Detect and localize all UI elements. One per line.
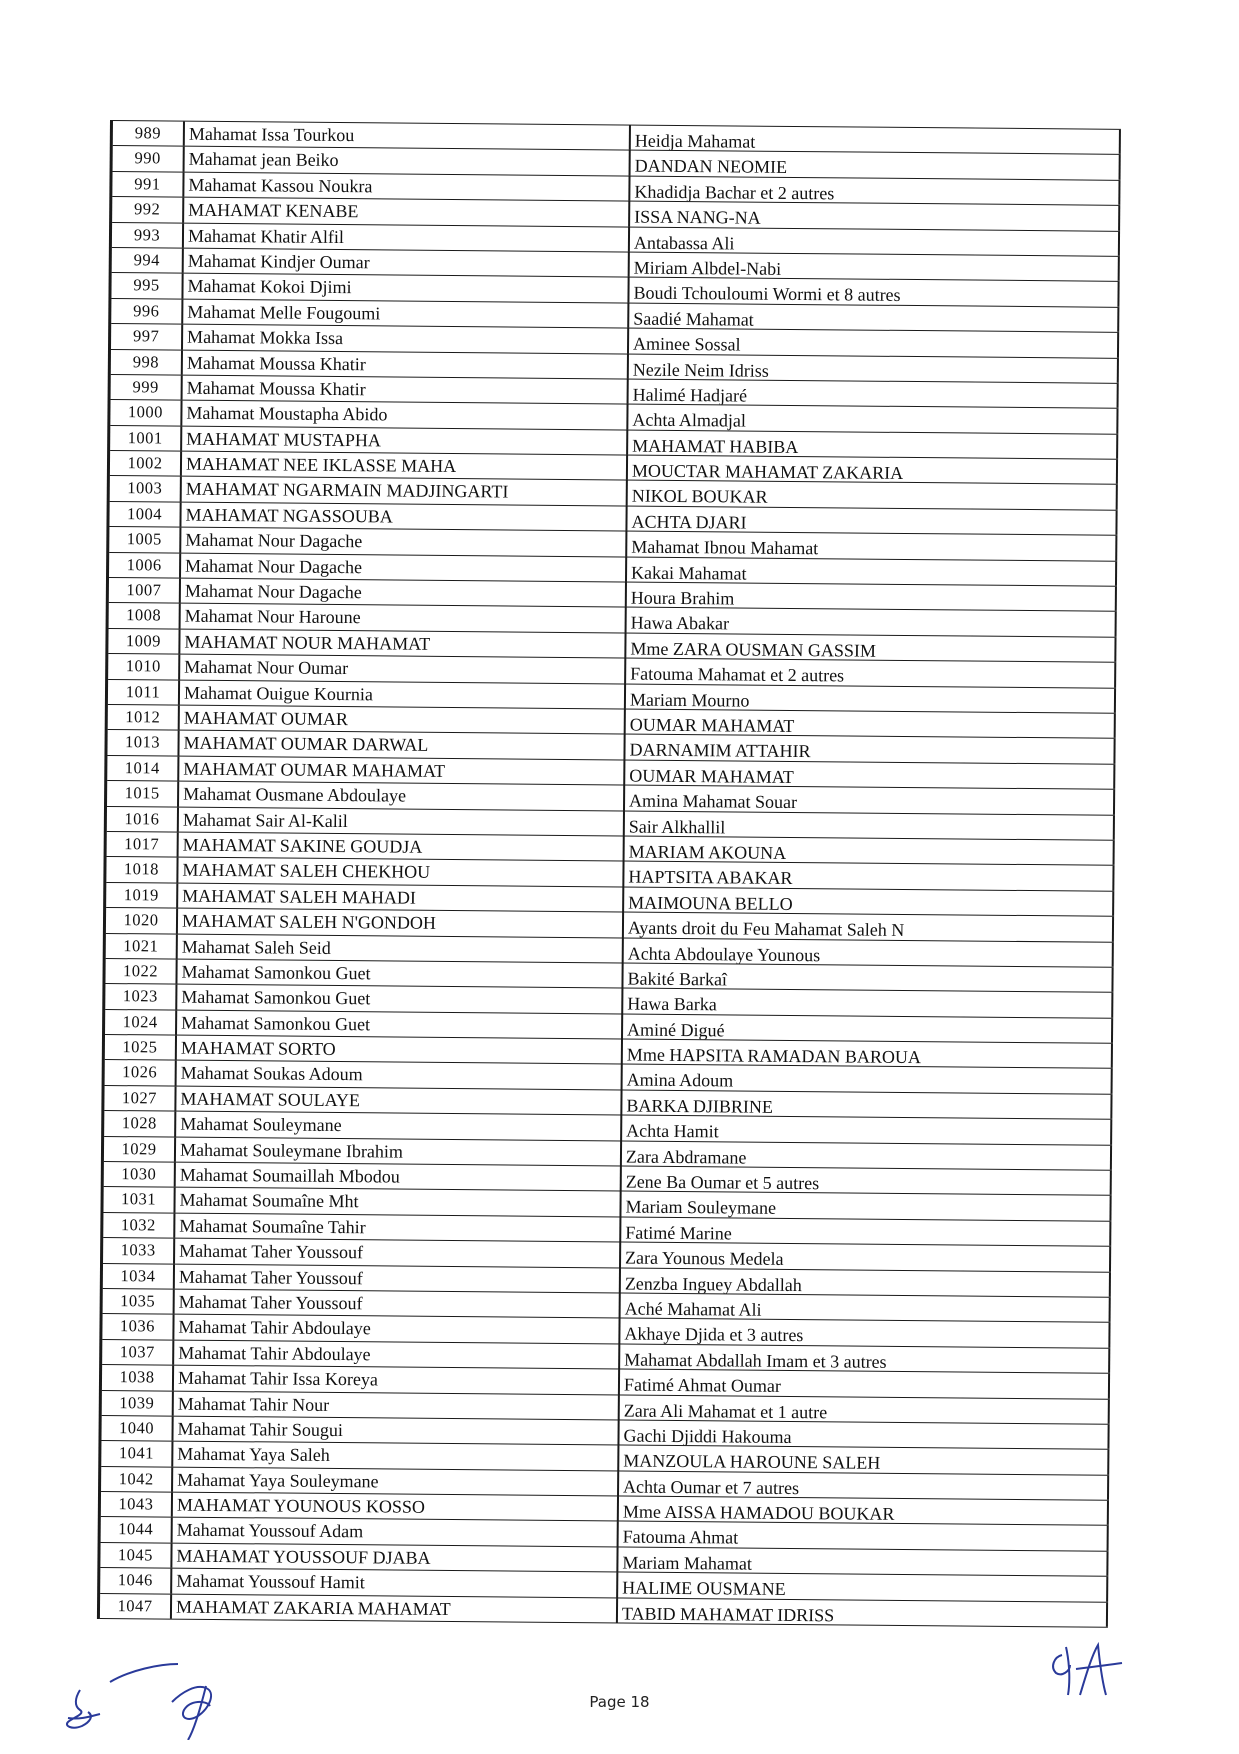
deceased-name: Mahamat Tahir Sougui [173, 1417, 619, 1445]
row-number: 1020 [106, 908, 178, 933]
beneficiary-name: NIKOL BOUKAR [628, 481, 1118, 510]
deceased-name: MAHAMAT NOUR MAHAMAT [180, 629, 626, 657]
initials-right [1040, 1635, 1150, 1705]
row-number: 1012 [108, 705, 180, 730]
row-number: 1047 [100, 1594, 172, 1619]
beneficiary-name: Ayants droit du Feu Mahamat Saleh N [624, 913, 1114, 942]
deceased-name: Mahamat Kokoi Djimi [183, 274, 629, 302]
row-number: 1011 [108, 680, 180, 705]
row-number: 996 [111, 299, 183, 324]
row-number: 1026 [105, 1060, 177, 1085]
row-number: 1005 [109, 527, 181, 552]
deceased-name: MAHAMAT OUMAR DARWAL [179, 731, 625, 759]
signature-left [60, 1630, 280, 1740]
beneficiary-name: BARKA DJIBRINE [622, 1090, 1112, 1119]
beneficiary-name: Zara Ali Mahamat et 1 autre [620, 1395, 1110, 1424]
row-number: 1046 [100, 1568, 172, 1593]
beneficiary-name: Zenzba Inguey Abdallah [621, 1268, 1111, 1297]
deceased-name: Mahamat Nour Dagache [181, 553, 627, 581]
beneficiary-name: ISSA NANG-NA [630, 202, 1120, 231]
row-number: 1034 [103, 1264, 175, 1289]
beneficiary-name: Heidja Mahamat [631, 126, 1121, 155]
deceased-name: Mahamat Tahir Abdoulaye [174, 1315, 620, 1343]
deceased-name: MAHAMAT YOUSSOUF DJABA [172, 1543, 618, 1571]
beneficiary-name: Aminé Digué [623, 1014, 1113, 1043]
row-number: 1016 [107, 807, 179, 832]
beneficiary-name: Amina Mahamat Souar [625, 786, 1115, 815]
beneficiary-name: Kakai Mahamat [627, 557, 1117, 586]
deceased-name: Mahamat Ouigue Kournia [180, 680, 626, 708]
row-number: 1004 [109, 502, 181, 527]
beneficiary-name: TABID MAHAMAT IDRISS [618, 1598, 1108, 1627]
row-number: 1010 [108, 654, 180, 679]
beneficiary-name: Boudi Tchouloumi Wormi et 8 autres [629, 278, 1119, 307]
deceased-name: MAHAMAT SALEH CHEKHOU [178, 858, 624, 886]
beneficiary-name: MARIAM AKOUNA [625, 836, 1115, 865]
beneficiary-name: Mariam Souleymane [621, 1192, 1111, 1221]
deceased-name: Mahamat Souleymane [176, 1112, 622, 1140]
row-number: 1019 [106, 883, 178, 908]
beneficiary-name: Houra Brahim [627, 583, 1117, 612]
beneficiary-name: Nezile Neim Idriss [629, 354, 1119, 383]
deceased-name: MAHAMAT MUSTAPHA [182, 426, 628, 454]
beneficiary-name: Fatimé Marine [621, 1217, 1111, 1246]
row-number: 994 [112, 248, 184, 273]
deceased-name: Mahamat Mokka Issa [183, 325, 629, 353]
row-number: 1017 [107, 832, 179, 857]
row-number: 1040 [101, 1416, 173, 1441]
deceased-name: Mahamat Samonkou Guet [177, 1010, 623, 1038]
deceased-name: MAHAMAT SALEH N'GONDOH [178, 909, 624, 937]
deceased-name: Mahamat Moustapha Abido [182, 401, 628, 429]
deceased-name: Mahamat Yaya Souleymane [173, 1467, 619, 1495]
beneficiary-name: Gachi Djiddi Hakouma [619, 1420, 1109, 1449]
row-number: 1038 [102, 1365, 174, 1390]
row-number: 1009 [108, 629, 180, 654]
row-number: 1037 [102, 1340, 174, 1365]
row-number: 1044 [101, 1517, 173, 1542]
deceased-name: Mahamat Moussa Khatir [183, 350, 629, 378]
deceased-name: Mahamat Tahir Abdoulaye [174, 1340, 620, 1368]
deceased-name: MAHAMAT SAKINE GOUDJA [179, 833, 625, 861]
beneficiary-name: Hawa Abakar [627, 608, 1117, 637]
beneficiary-name: Mme HAPSITA RAMADAN BAROUA [623, 1040, 1113, 1069]
row-number: 1045 [100, 1543, 172, 1568]
deceased-name: Mahamat Nour Haroune [181, 604, 627, 632]
row-number: 995 [111, 273, 183, 298]
deceased-name: Mahamat Tahir Issa Koreya [174, 1366, 620, 1394]
row-number: 1014 [107, 756, 179, 781]
row-number: 1008 [109, 603, 181, 628]
page-number: Page 18 [589, 1693, 650, 1711]
beneficiary-name: Akhaye Djida et 3 autres [620, 1319, 1110, 1348]
deceased-name: MAHAMAT NEE IKLASSE MAHA [182, 452, 628, 480]
deceased-name: Mahamat Melle Fougoumi [183, 299, 629, 327]
beneficiary-name: MAIMOUNA BELLO [624, 887, 1114, 916]
beneficiary-name: Halimé Hadjaré [629, 379, 1119, 408]
beneficiary-name: HAPTSITA ABAKAR [624, 862, 1114, 891]
deceased-name: MAHAMAT SOULAYE [176, 1086, 622, 1114]
deceased-name: MAHAMAT OUMAR MAHAMAT [179, 756, 625, 784]
beneficiary-name: Hawa Barka [623, 989, 1113, 1018]
row-number: 993 [112, 223, 184, 248]
deceased-name: Mahamat Soukas Adoum [177, 1061, 623, 1089]
deceased-name: Mahamat Kindjer Oumar [184, 249, 630, 277]
deceased-name: Mahamat Taher Youssouf [175, 1290, 621, 1318]
beneficiary-name: Saadié Mahamat [629, 303, 1119, 332]
beneficiary-name: MAHAMAT HABIBA [628, 430, 1118, 459]
row-number: 1024 [105, 1010, 177, 1035]
beneficiary-name: MOUCTAR MAHAMAT ZAKARIA [628, 456, 1118, 485]
row-number: 1018 [106, 857, 178, 882]
beneficiary-name: Mariam Mahamat [618, 1547, 1108, 1576]
deceased-name: Mahamat Kassou Noukra [184, 172, 630, 200]
beneficiary-name: Khadidja Bachar et 2 autres [630, 176, 1120, 205]
beneficiary-name: Achta Hamit [622, 1116, 1112, 1145]
row-number: 992 [112, 197, 184, 222]
beneficiary-name: Mme AISSA HAMADOU BOUKAR [619, 1497, 1109, 1526]
row-number: 1036 [102, 1314, 174, 1339]
beneficiary-name: Fatouma Ahmat [619, 1522, 1109, 1551]
beneficiary-name: Mahamat Abdallah Imam et 3 autres [620, 1344, 1110, 1373]
row-number: 998 [111, 350, 183, 375]
beneficiary-name: Achta Almadjal [628, 405, 1118, 434]
row-number: 991 [112, 172, 184, 197]
beneficiary-name: Miriam Albdel-Nabi [630, 252, 1120, 281]
beneficiary-name: DANDAN NEOMIE [631, 151, 1121, 180]
row-number: 1027 [104, 1086, 176, 1111]
row-number: 1033 [103, 1238, 175, 1263]
row-number: 989 [113, 121, 185, 146]
deceased-name: Mahamat Samonkou Guet [177, 960, 623, 988]
deceased-name: MAHAMAT OUMAR [180, 706, 626, 734]
beneficiary-name: Zara Abdramane [622, 1141, 1112, 1170]
deceased-name: Mahamat Nour Dagache [181, 579, 627, 607]
deceased-name: MAHAMAT ZAKARIA MAHAMAT [172, 1594, 618, 1622]
deceased-name: Mahamat Sair Al-Kalil [179, 807, 625, 835]
beneficiary-name: Fatouma Mahamat et 2 autres [626, 659, 1116, 688]
row-number: 1030 [104, 1162, 176, 1187]
beneficiary-name: Aminee Sossal [629, 329, 1119, 358]
beneficiary-name: ACHTA DJARI [627, 506, 1117, 535]
beneficiary-name: OUMAR MAHAMAT [625, 760, 1115, 789]
beneficiary-name: Mme ZARA OUSMAN GASSIM [626, 633, 1116, 662]
beneficiary-name: Fatimé Ahmat Oumar [620, 1370, 1110, 1399]
row-number: 1042 [101, 1467, 173, 1492]
deceased-name: Mahamat Soumaîne Tahir [175, 1213, 621, 1241]
beneficiary-name: Zara Younous Medela [621, 1243, 1111, 1272]
deceased-name: Mahamat Nour Oumar [180, 655, 626, 683]
row-number: 1039 [102, 1391, 174, 1416]
beneficiary-name: MANZOULA HAROUNE SALEH [619, 1446, 1109, 1475]
row-number: 990 [113, 146, 185, 171]
beneficiary-name: Mariam Mourno [626, 684, 1116, 713]
deceased-name: Mahamat Yaya Saleh [173, 1442, 619, 1470]
row-number: 1031 [103, 1187, 175, 1212]
row-number: 1015 [107, 781, 179, 806]
deceased-name: MAHAMAT KENABE [184, 198, 630, 226]
deceased-name: Mahamat Khatir Alfil [184, 223, 630, 251]
beneficiary-name: DARNAMIM ATTAHIR [625, 735, 1115, 764]
deceased-name: Mahamat jean Beiko [185, 147, 631, 175]
row-number: 1006 [109, 553, 181, 578]
row-number: 1000 [110, 400, 182, 425]
row-number: 999 [111, 375, 183, 400]
row-number: 1043 [101, 1492, 173, 1517]
beneficiary-name: Achta Oumar et 7 autres [619, 1471, 1109, 1500]
beneficiary-name: OUMAR MAHAMAT [626, 710, 1116, 739]
deceased-name: Mahamat Youssouf Hamit [172, 1569, 618, 1597]
deceased-name: Mahamat Ousmane Abdoulaye [179, 782, 625, 810]
beneficiary-name: Antabassa Ali [630, 227, 1120, 256]
beneficiary-name: Amina Adoum [623, 1065, 1113, 1094]
beneficiary-name: Mahamat Ibnou Mahamat [627, 532, 1117, 561]
deceased-name: MAHAMAT NGASSOUBA [181, 502, 627, 530]
row-number: 1022 [105, 959, 177, 984]
beneficiary-name: Aché Mahamat Ali [621, 1293, 1111, 1322]
deceased-name: Mahamat Samonkou Guet [177, 985, 623, 1013]
beneficiary-table [97, 120, 1121, 1628]
beneficiary-name: Sair Alkhallil [625, 811, 1115, 840]
deceased-name: Mahamat Nour Dagache [181, 528, 627, 556]
deceased-name: Mahamat Moussa Khatir [183, 376, 629, 404]
row-number: 1029 [104, 1137, 176, 1162]
row-number: 1041 [101, 1441, 173, 1466]
deceased-name: Mahamat Youssouf Adam [173, 1518, 619, 1546]
row-number: 1025 [105, 1035, 177, 1060]
row-number: 1003 [110, 476, 182, 501]
row-number: 997 [111, 324, 183, 349]
deceased-name: Mahamat Souleymane Ibrahim [176, 1137, 622, 1165]
row-number: 1007 [109, 578, 181, 603]
row-number: 1028 [104, 1111, 176, 1136]
row-number: 1035 [103, 1289, 175, 1314]
deceased-name: MAHAMAT NGARMAIN MADJINGARTI [182, 477, 628, 505]
beneficiary-name: Zene Ba Oumar et 5 autres [622, 1167, 1112, 1196]
deceased-name: Mahamat Soumaîne Mht [175, 1188, 621, 1216]
deceased-name: MAHAMAT SORTO [177, 1036, 623, 1064]
deceased-name: MAHAMAT YOUNOUS KOSSO [173, 1493, 619, 1521]
row-number: 1013 [107, 730, 179, 755]
beneficiary-name: HALIME OUSMANE [618, 1573, 1108, 1602]
beneficiary-name: Achta Abdoulaye Younous [624, 938, 1114, 967]
row-number: 1021 [106, 933, 178, 958]
beneficiary-name: Bakité Barkaî [623, 963, 1113, 992]
row-number: 1032 [103, 1213, 175, 1238]
deceased-name: Mahamat Soumaillah Mbodou [176, 1163, 622, 1191]
deceased-name: Mahamat Tahir Nour [174, 1391, 620, 1419]
row-number: 1001 [110, 426, 182, 451]
deceased-name: MAHAMAT SALEH MAHADI [178, 883, 624, 911]
deceased-name: Mahamat Saleh Seid [178, 934, 624, 962]
deceased-name: Mahamat Taher Youssouf [175, 1264, 621, 1292]
row-number: 1002 [110, 451, 182, 476]
deceased-name: Mahamat Taher Youssouf [175, 1239, 621, 1267]
deceased-name: Mahamat Issa Tourkou [185, 122, 631, 150]
row-number: 1023 [105, 984, 177, 1009]
